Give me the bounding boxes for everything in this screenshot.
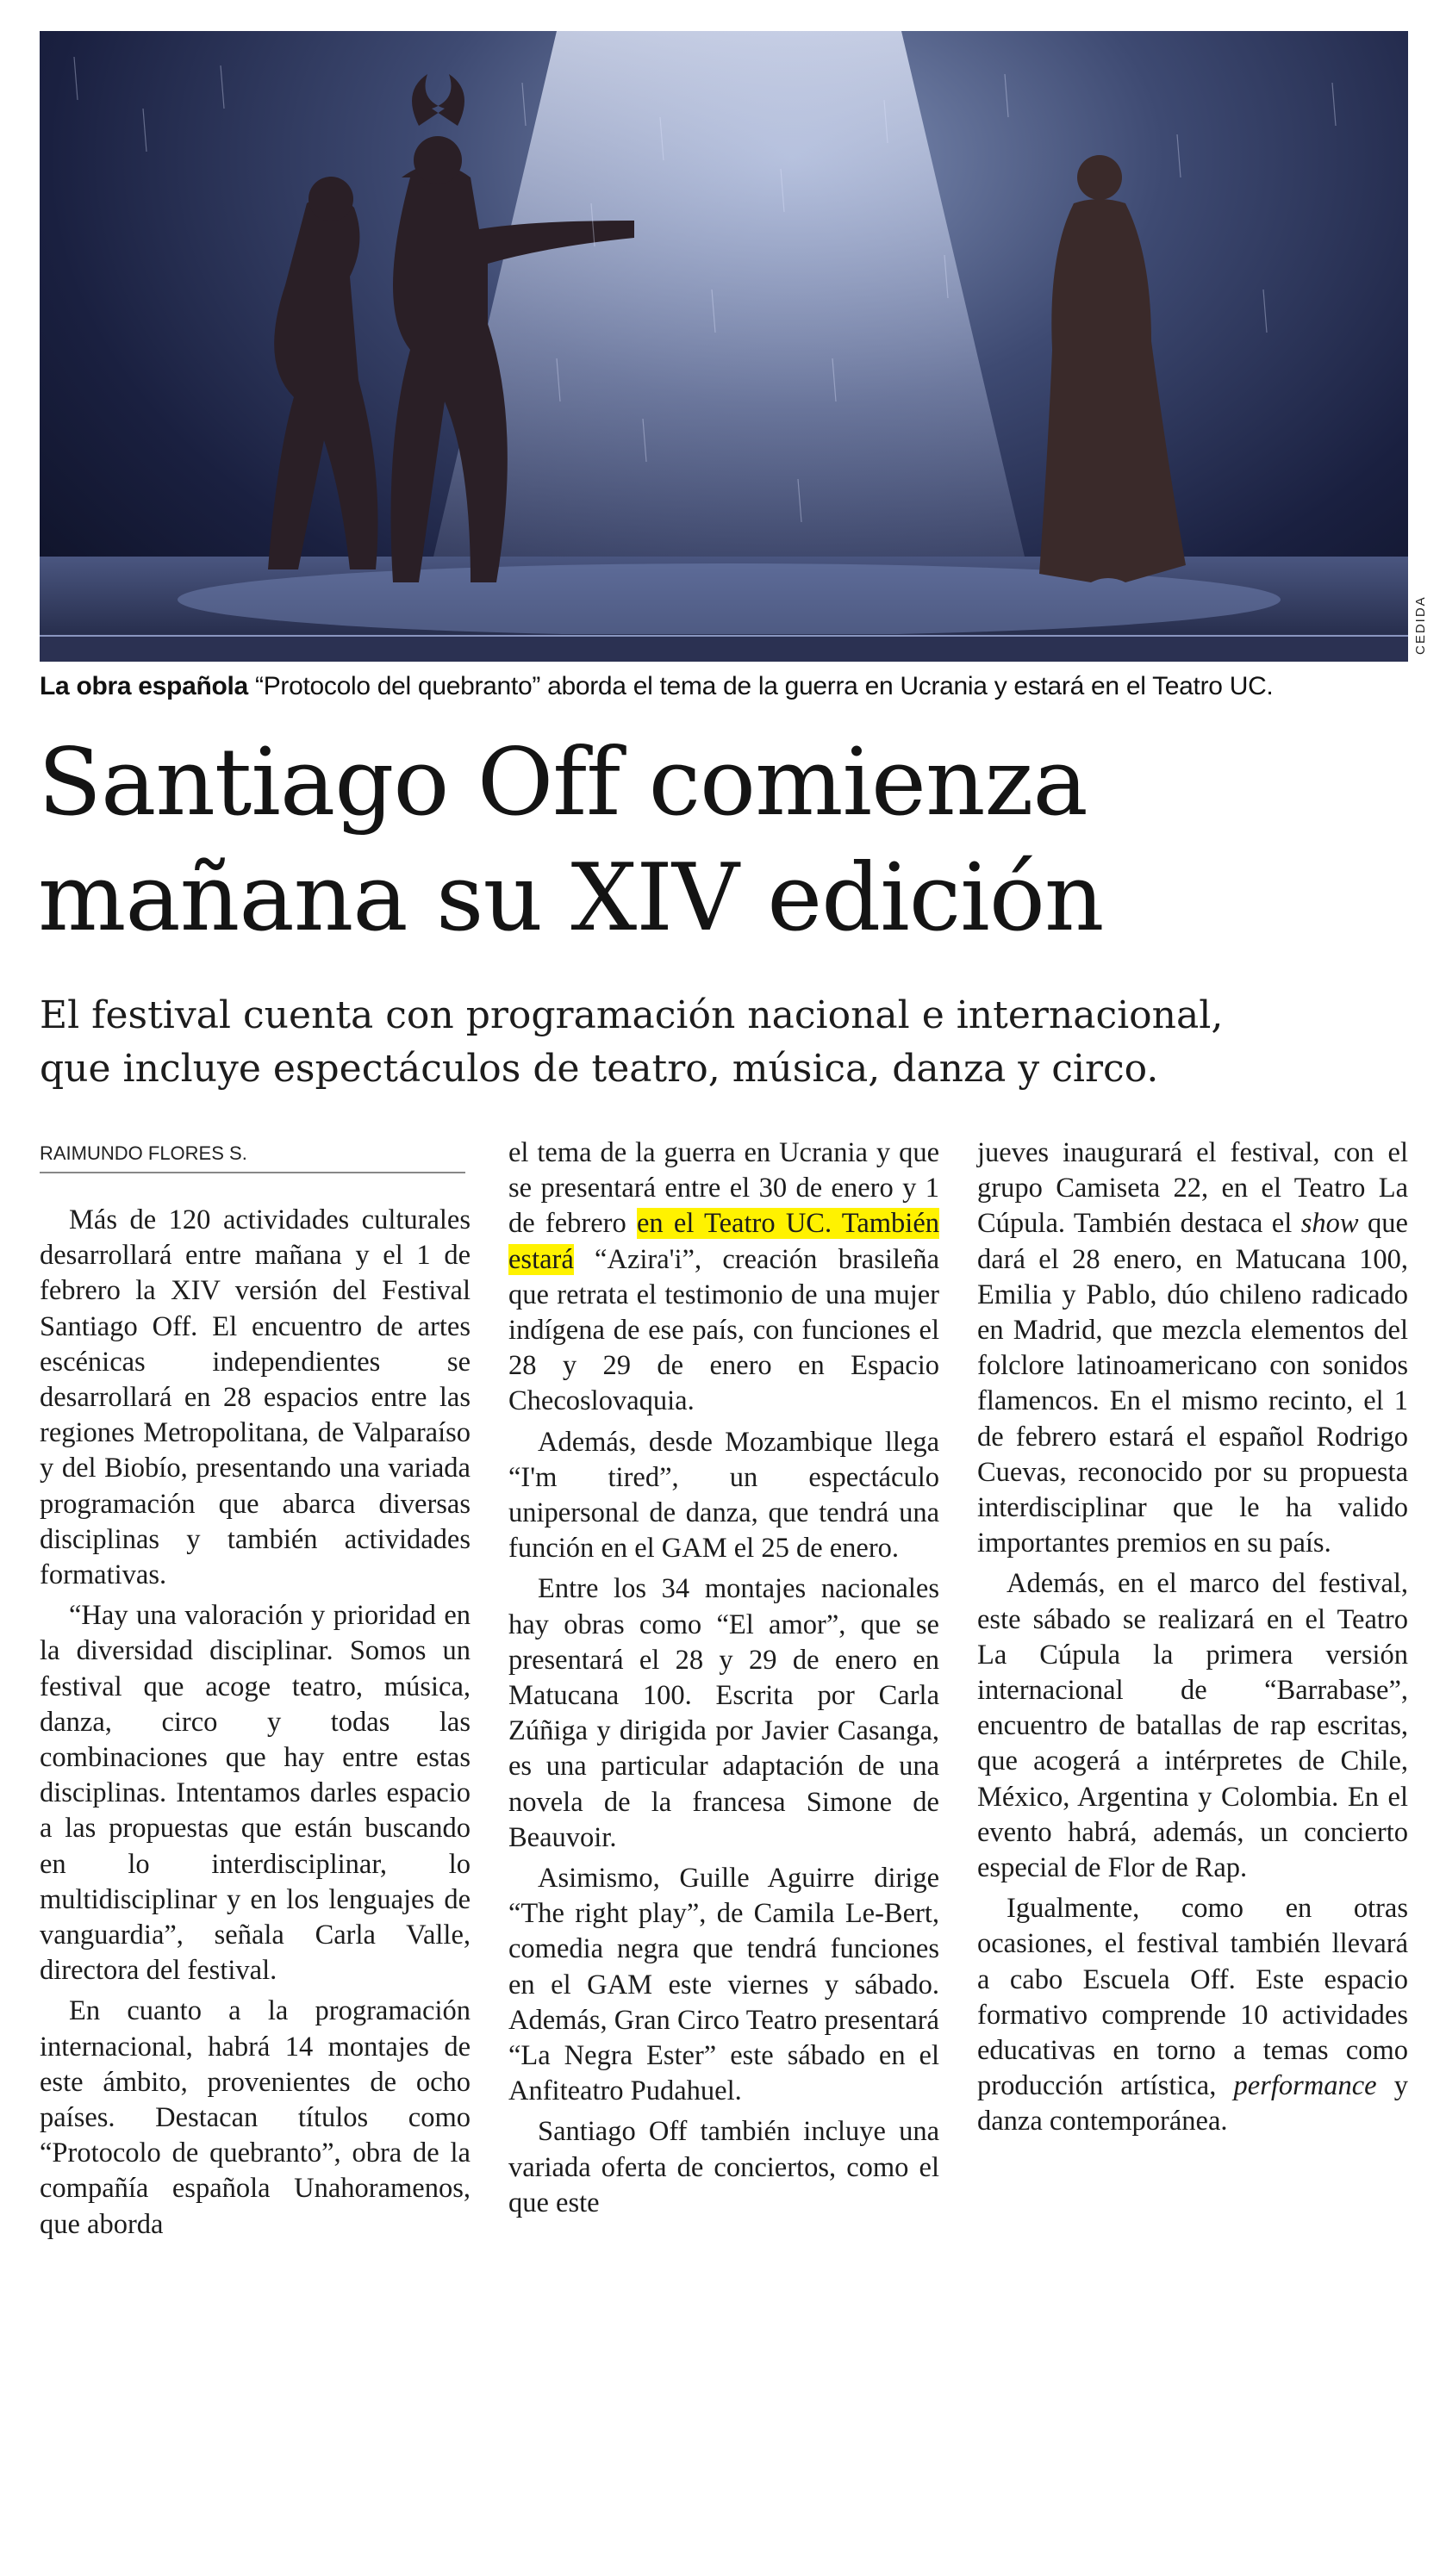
paragraph: Entre los 34 montajes nacionales hay obras como “El amor”, que se presentará el 28 y 29 de enero en Matucana 100. Escrita por Carla Zúñiga y dirigida por Javier Casanga, es una particular adaptación de una novela de la francesa Simone de Beauvoir. <box>508 1573 939 1853</box>
paragraph: Además, en el marco del festival, este sábado se realizará en el Teatro La Cúpula la primera versión internacional de “Barrabase”, encuentro de batallas de rap escritas, que acogerá a intérpretes de Chile, México, Argentina y Colombia. En el evento habrá, además, un concierto especial de Flor de Rap. <box>977 1568 1408 1884</box>
text-run: y danza contemporánea. <box>977 2070 1408 2137</box>
headline-line-1: Santiago Off comienza <box>38 729 1088 837</box>
stage-rain-illustration <box>40 31 1408 662</box>
headline <box>38 725 1417 956</box>
column-2 <box>508 1136 939 2226</box>
paragraph: Santiago Off también incluye una variada oferta de conciertos, como el que este <box>508 2116 939 2218</box>
caption-lead: La obra española <box>40 672 248 700</box>
highlighted-text: en el Teatro UC. También estará <box>508 1208 939 1275</box>
paragraph: Más de 120 actividades culturales desarrollará entre mañana y el 1 de febrero la XIV versión del Festival Santiago Off. El encuentro de artes escénicas independientes se desarrollará en 28 espacios entre las regiones Metropolitana, de Valparaíso y del Biobío, presentando una variada programación que abarca diversas disciplinas y también actividades formativas. <box>40 1204 471 1591</box>
text-run: que dará el 28 enero, en Matucana 100, Emilia y Pablo, dúo chileno radicado en Madrid, que mezcla elementos del folclore latinoamericano con sonidos flamencos. En el mismo recinto, el 1 de febrero estará el español Rodrigo Cuevas, reconocido por su propuesta interdisciplinar que le ha valido importantes premios en su país. <box>977 1208 1408 1559</box>
article-photo <box>40 31 1408 662</box>
paragraph: Asimismo, Guille Aguirre dirige “The right play”, de Camila Le-Bert, comedia negra que tendrá funciones en el GAM este viernes y sábado. Además, Gran Circo Teatro presentará “La Negra Ester” este sábado en el Anfiteatro Pudahuel. <box>508 1863 939 2107</box>
paragraph <box>977 1136 1408 1561</box>
paragraph <box>977 1891 1408 2139</box>
paragraph: Además, desde Mozambique llega “I'm tired”, un espectáculo unipersonal de danza, que tendrá una función en el GAM el 25 de enero. <box>508 1426 939 1565</box>
headline-line-2: mañana su XIV edición <box>38 844 1104 952</box>
caption-text: “Protocolo del quebranto” aborda el tema de la guerra en Ucrania y estará en el Teatro UC. <box>255 672 1274 700</box>
column-3 <box>977 1136 1408 2145</box>
text-run: jueves inaugurará el festival, con el grupo Camiseta 22, en el Teatro La Cúpula. También destaca el <box>977 1137 1408 1240</box>
photo-caption <box>40 669 1418 705</box>
subheadline <box>40 989 1418 1096</box>
text-run: “Azira'i”, creación brasileña que retrata el testimonio de una mujer indígena de ese país, con funciones el 28 y 29 de enero en Espacio Checoslovaquia. <box>508 1243 939 1417</box>
text-run: Igualmente, como en otras ocasiones, el festival también llevará a cabo Escuela Off. Este espacio formativo comprende 10 actividades educativas en torno a temas como producción artística, <box>977 1893 1408 2102</box>
subhead-line-2: que incluye espectáculos de teatro, música, danza y circo. <box>40 1047 1159 1091</box>
italic-text: performance <box>1233 2070 1377 2102</box>
byline: RAIMUNDO FLORES S. <box>40 1142 465 1173</box>
column-1 <box>40 1203 471 2248</box>
paragraph <box>508 1136 939 1420</box>
photo-credit: CEDIDA <box>1413 595 1428 655</box>
paragraph: “Hay una valoración y prioridad en la diversidad disciplinar. Somos un festival que acoge teatro, música, danza, circo y todas las combinaciones que hay entre estas disciplinas. Intentamos darles espacio a las propuestas que están buscando en lo interdisciplinar, lo multidisciplinar y en los lenguajes de vanguardia”, señala Carla Valle, directora del festival. <box>40 1600 471 1987</box>
text-run: el tema de la guerra en Ucrania y que se presentará entre el 30 de enero y 1 de febrero <box>508 1137 939 1240</box>
paragraph: En cuanto a la programación internacional, habrá 14 montajes de este ámbito, provenientes de ocho países. Destacan títulos como “Protocolo de quebranto”, obra de la compañía española Unahoramenos, que aborda <box>40 1995 471 2240</box>
italic-text: show <box>1300 1208 1359 1240</box>
subhead-line-1: El festival cuenta con programación nacional e internacional, <box>40 993 1224 1037</box>
